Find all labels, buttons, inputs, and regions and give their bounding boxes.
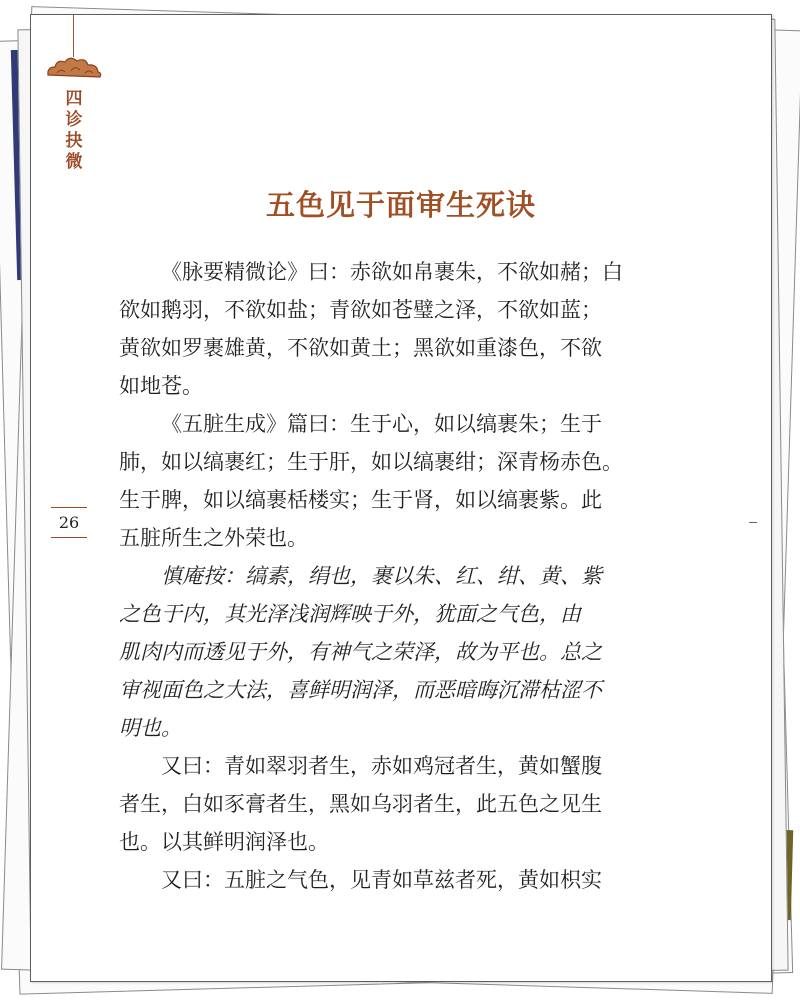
text-line: 《五脏生成》篇曰：生于心，如以缟裹朱；生于 [161,412,602,436]
text-line: 之色于内，其光泽浅润辉映于外，犹面之气色，由 [119,602,581,626]
text-line: 五脏所生之外荣也。 [119,526,308,550]
text-line: 《脉要精微论》曰：赤欲如帛裹朱，不欲如赭；白 [161,260,623,284]
text-line: 肌肉内而透见于外，有神气之荣泽，故为平也。总之 [119,640,602,664]
cloud-ornament-icon [45,55,103,81]
paragraph [119,405,674,557]
running-head: 四诊抉微 [65,89,83,172]
text-line: 肺，如以缟裹红；生于肝，如以缟裹绀；深青杨赤色。 [119,450,623,474]
text-line: 慎庵按：缟素，绢也，裹以朱、红、绀、黄、紫 [161,564,602,588]
text-line: 生于脾，如以缟裹栝楼实；生于肾，如以缟裹紫。此 [119,488,602,512]
paragraph [119,747,674,861]
folio-rule [51,537,87,538]
folio-rule [51,507,87,508]
text-line: 明也。 [119,716,182,740]
text-line: 如地苍。 [119,374,203,398]
text-line: 者生，白如豕膏者生，黑如乌羽者生，此五色之见生 [119,792,602,816]
margin-tick [749,522,757,523]
paragraph [119,861,674,899]
text-line: 欲如鹅羽，不欲如盐；青欲如苍璧之泽，不欲如蓝； [119,298,602,322]
text-line: 审视面色之大法，喜鲜明润泽，而恶暗晦沉滞枯涩不 [119,678,602,702]
section-title: 五色见于面审生死诀 [265,188,536,222]
text-line: 又曰：青如翠羽者生，赤如鸡冠者生，黄如蟹腹 [161,754,602,778]
text-line: 也。以其鲜明润泽也。 [119,830,329,854]
ornament-line [73,15,74,57]
text-line: 又曰：五脏之气色，见青如草兹者死，黄如枳实 [161,868,602,892]
book-page [30,14,772,982]
text-line: 黄欲如罗裹雄黄，不欲如黄土；黑欲如重漆色，不欲 [119,336,602,360]
body-text [119,253,674,899]
page-number: 26 [58,513,80,532]
commentary-paragraph [119,557,674,747]
paragraph [119,253,674,405]
